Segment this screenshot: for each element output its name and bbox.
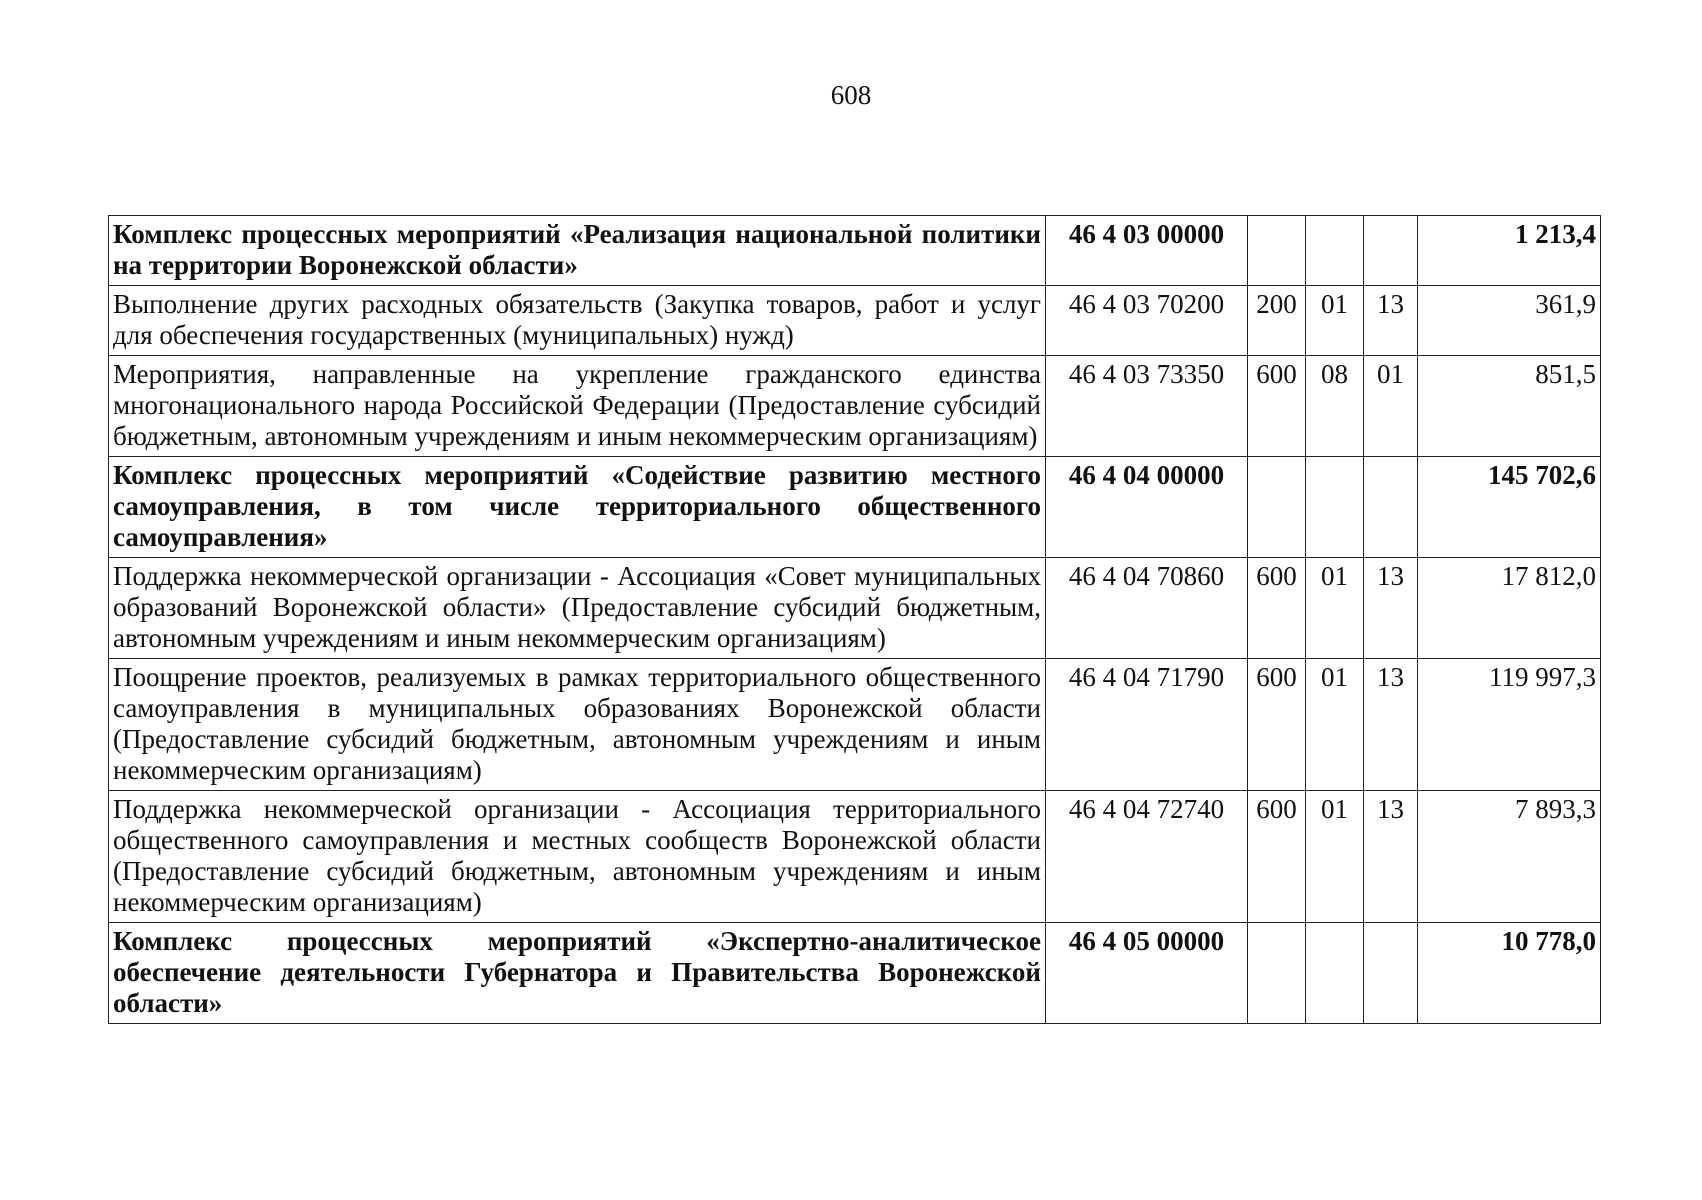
section-cell: [1306, 216, 1364, 286]
table-row: [109, 216, 1601, 286]
subsection-cell: [1364, 216, 1418, 286]
subsection-cell: 01: [1364, 356, 1418, 457]
subsection-cell: [1364, 457, 1418, 558]
expense-name-cell: Мероприятия, направленные на укрепление гражданского единства многонационального народа Российской Федерации (Предоставление субсидий бюджетным, автономным учреждениям и иным некоммерческим организациям): [109, 356, 1046, 457]
subsection-cell: 13: [1364, 659, 1418, 791]
section-cell: 01: [1306, 286, 1364, 356]
budget-table: [108, 215, 1601, 1024]
section-cell: 01: [1306, 558, 1364, 659]
expense-name-cell: Комплекс процессных мероприятий «Реализация национальной политики на территории Воронежской области»: [109, 216, 1046, 286]
expense-type-cell: 200: [1248, 286, 1306, 356]
subsection-cell: 13: [1364, 558, 1418, 659]
amount-cell: 1 213,4: [1418, 216, 1601, 286]
amount-cell: 10 778,0: [1418, 923, 1601, 1024]
expense-type-cell: [1248, 923, 1306, 1024]
amount-cell: 145 702,6: [1418, 457, 1601, 558]
section-cell: 01: [1306, 659, 1364, 791]
target-code-cell: 46 4 03 73350: [1046, 356, 1248, 457]
expense-type-cell: 600: [1248, 356, 1306, 457]
expense-type-cell: 600: [1248, 791, 1306, 923]
section-cell: 08: [1306, 356, 1364, 457]
target-code-cell: 46 4 03 00000: [1046, 216, 1248, 286]
amount-cell: 7 893,3: [1418, 791, 1601, 923]
expense-name-cell: Выполнение других расходных обязательств (Закупка товаров, работ и услуг для обеспечения государственных (муниципальных) нужд): [109, 286, 1046, 356]
table-row: [109, 356, 1601, 457]
expense-name-cell: Поддержка некоммерческой организации - Ассоциация «Совет муниципальных образований Воронежской области» (Предоставление субсидий бюджетным, автономным учреждениям и иным некоммерческим организациям): [109, 558, 1046, 659]
expense-name-cell: Поощрение проектов, реализуемых в рамках территориального общественного самоуправления в муниципальных образованиях Воронежской области (Предоставление субсидий бюджетным, автономным учреждениям и иным некоммерческим организациям): [109, 659, 1046, 791]
target-code-cell: 46 4 04 71790: [1046, 659, 1248, 791]
section-cell: [1306, 923, 1364, 1024]
table-row: [109, 286, 1601, 356]
table-row: [109, 558, 1601, 659]
table-row: [109, 659, 1601, 791]
table-row: [109, 791, 1601, 923]
table-row: [109, 457, 1601, 558]
expense-type-cell: 600: [1248, 558, 1306, 659]
target-code-cell: 46 4 05 00000: [1046, 923, 1248, 1024]
expense-type-cell: 600: [1248, 659, 1306, 791]
expense-name-cell: Комплекс процессных мероприятий «Содействие развитию местного самоуправления, в том числе территориального общественного самоуправления»: [109, 457, 1046, 558]
expense-type-cell: [1248, 216, 1306, 286]
section-cell: [1306, 457, 1364, 558]
subsection-cell: [1364, 923, 1418, 1024]
expense-name-cell: Поддержка некоммерческой организации - Ассоциация территориального общественного самоуправления и местных сообществ Воронежской области (Предоставление субсидий бюджетным, автономным учреждениям и иным некоммерческим организациям): [109, 791, 1046, 923]
amount-cell: 119 997,3: [1418, 659, 1601, 791]
section-cell: 01: [1306, 791, 1364, 923]
amount-cell: 17 812,0: [1418, 558, 1601, 659]
target-code-cell: 46 4 04 70860: [1046, 558, 1248, 659]
target-code-cell: 46 4 03 70200: [1046, 286, 1248, 356]
subsection-cell: 13: [1364, 286, 1418, 356]
table-row: [109, 923, 1601, 1024]
amount-cell: 361,9: [1418, 286, 1601, 356]
amount-cell: 851,5: [1418, 356, 1601, 457]
expense-name-cell: Комплекс процессных мероприятий «Экспертно-аналитическое обеспечение деятельности Губернатора и Правительства Воронежской области»: [109, 923, 1046, 1024]
target-code-cell: 46 4 04 00000: [1046, 457, 1248, 558]
target-code-cell: 46 4 04 72740: [1046, 791, 1248, 923]
subsection-cell: 13: [1364, 791, 1418, 923]
page-number: 608: [830, 80, 872, 110]
expense-type-cell: [1248, 457, 1306, 558]
